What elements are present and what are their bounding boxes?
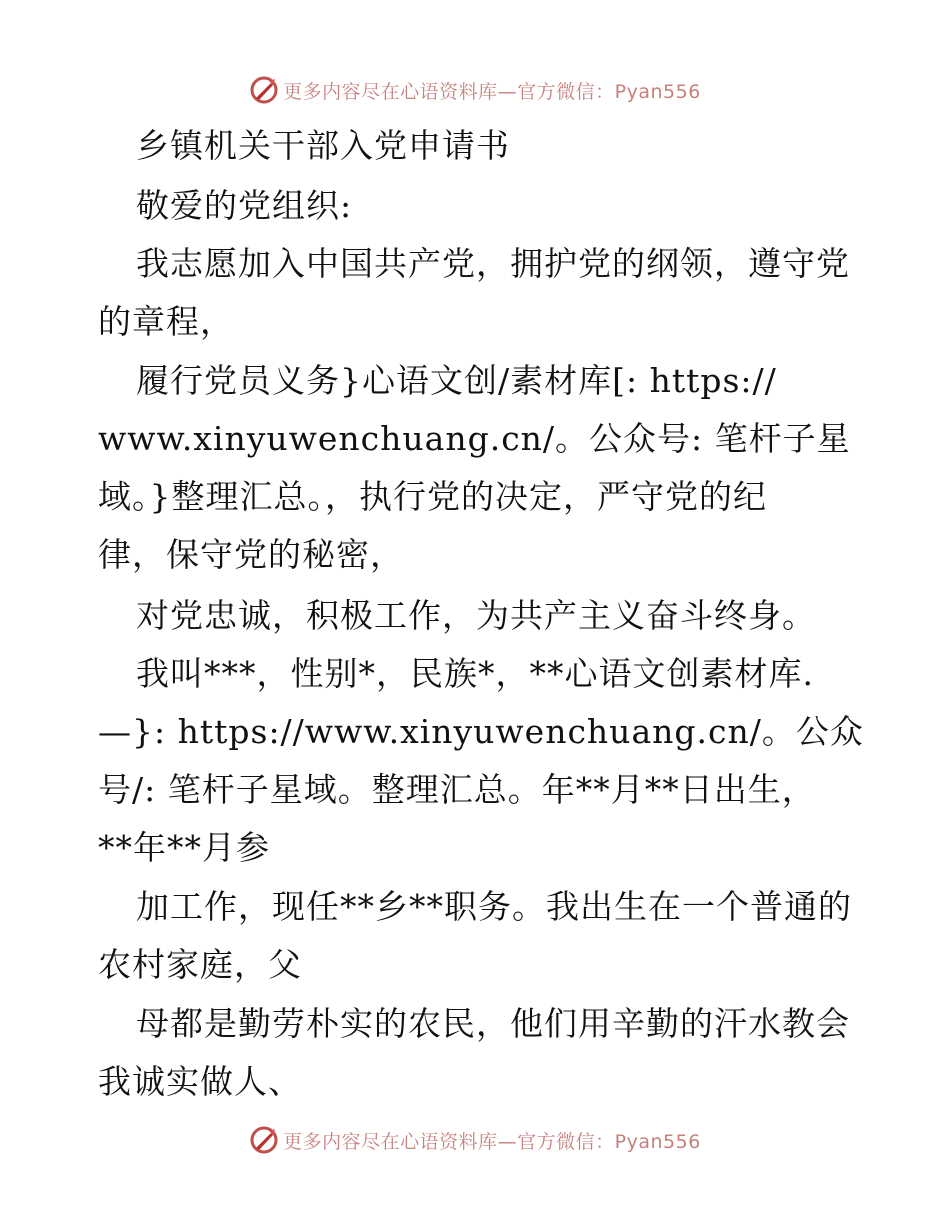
text-line: 我诚实做人、 [98, 1062, 302, 1101]
text-line: www.xinyuwenchuang.cn/。公众号: 笔杆子星 [98, 419, 851, 458]
text-line: 我叫***，性别*，民族*，**心语文创素材库. [136, 654, 814, 693]
document-title: 乡镇机关干部入党申请书 [136, 126, 510, 165]
text-line: 域。}整理汇总。，执行党的决定，严守党的纪 [98, 477, 767, 516]
text-line: 的章程， [98, 302, 234, 341]
text-line: 号/: 笔杆子星域。整理汇总。年**月**日出生， [98, 770, 816, 809]
text-line: 律，保守党的秘密， [98, 535, 404, 574]
text-line: 对党忠诚，积极工作，为共产主义奋斗终身。 [136, 596, 816, 635]
banner-text: 更多内容尽在心语资料库—官方微信：Pyan556 [283, 80, 701, 103]
text-line: 农村家庭，父 [98, 945, 302, 984]
text-line: 履行党员义务}心语文创/素材库[: https:// [136, 361, 777, 400]
footer-banner [0, 1122, 950, 1158]
quill-logo-icon [249, 1125, 279, 1155]
header-banner [0, 72, 950, 108]
text-line: —}: https://www.xinyuwenchuang.cn/。公众 [98, 712, 864, 751]
text-line: 加工作，现任**乡**职务。我出生在一个普通的 [136, 887, 852, 926]
banner-text: 更多内容尽在心语资料库—官方微信：Pyan556 [283, 1130, 701, 1153]
text-line: **年**月参 [98, 828, 270, 867]
text-line: 我志愿加入中国共产党，拥护党的纲领，遵守党 [136, 244, 850, 283]
salutation: 敬爱的党组织: [136, 186, 353, 225]
quill-logo-icon [249, 75, 279, 105]
text-line: 母都是勤劳朴实的农民，他们用辛勤的汗水教会 [136, 1004, 850, 1043]
